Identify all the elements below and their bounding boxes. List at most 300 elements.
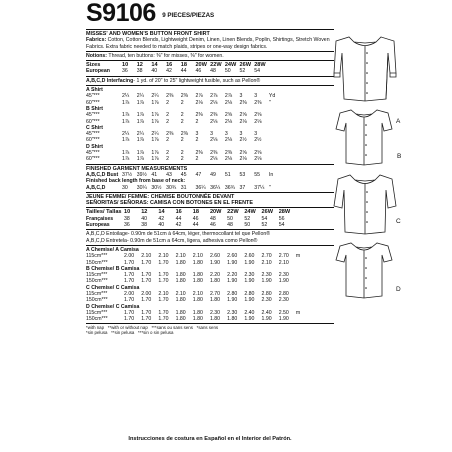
table-cell: 1.80 [175,297,186,304]
table-cell: 2.20 [227,272,238,279]
table-cell: 1.90 [227,278,238,285]
table-cell: 1.70 [158,309,169,316]
table-cell: 1⅞ [151,150,159,157]
row-label: 45"*** [86,150,100,157]
table-cell: 2.40 [261,309,272,316]
table-cell: 2 [180,99,184,106]
table-cell: 2.10 [278,259,289,266]
table-cell: 1.80 [175,278,186,285]
back-length-row [86,185,334,191]
table-cell: 2⅛ [239,156,247,163]
tailles-label: Tailles/ Tallas [86,209,122,216]
table-cell: 2⅛ [210,137,218,144]
entoilage-text: A,B,C,D Entoilage- 0.90m de 51cm à 64cm, léger, thermocollant tel que Pellon® [86,231,271,238]
interfacing-paragraph [86,78,334,84]
size-cell: 22W [227,209,239,216]
table-cell: 1⅞ [122,137,130,144]
size-cell: 26W [261,209,274,216]
table-cell: 2⅜ [254,99,262,106]
size-cell: 52 [261,222,268,229]
table-cell: 2½ [239,137,247,144]
size-cell: 46 [209,222,216,229]
table-cell: 2⅝ [239,112,247,119]
size-cell: 48 [210,68,216,75]
section-heading: D Shirt [86,143,104,150]
table-cell: 3 [224,131,228,138]
table-cell: 2⅜ [180,93,188,100]
table-cell: 2.10 [175,253,186,260]
size-cell: 18 [180,62,187,69]
table-cell: 2.70 [209,290,221,297]
length-cell: 31 [180,184,187,191]
bust-cell: 49 [210,171,216,178]
finished-title: FINISHED GARMENT MEASUREMENTS [86,165,188,172]
table-cell: 2.70 [278,253,289,260]
size-cell: 44 [192,222,199,229]
table-cell: 2¼ [136,93,144,100]
section-heading: C Chemise/ C Camisa [86,284,140,291]
table-cell: 2.20 [209,272,221,279]
table-cell: 2 [180,137,184,144]
table-cell: 1.80 [209,297,221,304]
size-cell: 18 [192,209,199,216]
unit-cell: m [295,253,301,260]
size-cell: 50 [227,215,233,222]
size-cell: 40 [158,222,165,229]
table-cell: 1.80 [192,272,203,279]
size-cell: 36 [124,222,130,229]
table-cell: 2⅛ [195,99,203,106]
table-cell: 1.90 [261,316,272,323]
unit-cell: m [295,309,301,316]
table-cell: 1⅞ [136,137,144,144]
table-row [86,297,334,303]
divider [86,245,334,246]
section-heading: A Shirt [86,87,103,94]
table-cell: 2.10 [141,253,152,260]
table-cell: 1.70 [124,297,135,304]
spanish-title-2: SEÑORITAS/ SEÑORAS: CAMISA CON BOTONES EN EL FRENTE [86,200,253,207]
spanish-title-1: JEUNE FEMME/ FEMME: CHEMISE BOUTONNÉE DEVANT [86,193,235,200]
francaises-label: Françaises [86,215,114,222]
unit-cell [269,119,284,125]
bust-cell: 37½ [122,171,133,178]
table-cell: 3 [239,93,243,100]
size-cell: 22W [210,62,222,69]
table-cell: 1.90 [278,278,289,285]
bust-cell: 45 [180,171,187,178]
table-cell: 2⅛ [224,99,233,106]
table-cell: 2⅝ [224,112,233,119]
table-cell: 2 [166,118,169,125]
bust-unit: In [268,171,274,178]
divider [86,51,334,52]
unit-cell [296,260,308,266]
row-label: 115cm*** [86,253,108,260]
table-cell: 1.80 [192,297,203,304]
table-cell: 3 [210,131,214,138]
length-cell: 36¼ [195,184,206,191]
table-cell: 2.60 [227,253,238,260]
table-cell: 1.70 [141,297,152,304]
size-cell: 36 [122,68,128,75]
table-cell: 1⅞ [122,150,130,157]
footnotes [86,325,334,335]
table-cell: 2 [195,118,199,125]
table-row [86,278,334,284]
shirt-sketch-c [330,172,400,236]
table-cell: 1.70 [141,278,152,285]
table-cell: 1⅞ [136,112,144,119]
row-label: 60"*** [86,156,100,163]
table-cell: 1⅞ [136,156,144,163]
footnote: *with nap [86,325,105,331]
size-cell: 52 [244,215,251,222]
unit-cell: Yd [268,93,276,100]
size-cell: 54 [261,215,268,222]
table-cell: 1.70 [158,278,169,285]
table-cell: 2⅜ [195,112,203,119]
size-cell: 12 [136,62,143,69]
table-cell: 1.80 [175,272,186,279]
interfacing-label: A,B,C,D Interfacing [86,77,134,84]
table-row [86,316,334,322]
fabrics-label: Fabrics: [86,37,107,44]
row-label: 60"*** [86,118,100,125]
abcd-label: A,B,C,D [86,184,106,191]
table-cell: 1⅞ [151,156,159,163]
section-heading: A Chemise/ A Camisa [86,246,139,253]
table-cell: 2⅛ [210,156,218,163]
length-cell: 30½ [151,184,162,191]
size-cell: 52 [239,68,246,75]
table-cell: 2⅛ [239,118,247,125]
table-cell: 2.30 [261,297,272,304]
table-cell: 2.00 [124,290,135,297]
table-cell: 2.40 [244,309,255,316]
european-label: European [86,68,110,75]
table-cell: 2¼ [151,131,159,138]
bust-label: A,B,C,D Bust [86,171,119,178]
bust-cell: 43 [166,171,172,178]
table-cell: 2¼ [122,93,130,100]
row-label: 150cm*** [86,278,108,285]
length-cell: 30¾ [166,184,177,191]
table-cell: 2⅞ [210,93,218,100]
size-cell: 16 [175,209,182,216]
size-cell: 48 [227,222,233,229]
table-cell: 2.80 [261,290,272,297]
table-cell: 2 [180,118,184,125]
table-cell: 2.70 [261,253,272,260]
table-cell: 1.80 [175,259,186,266]
unit-cell [269,156,284,162]
english-yardage-table [86,87,334,163]
table-cell: 1⅞ [151,118,159,125]
table-cell: 2⅛ [254,118,262,125]
table-cell: 2⅜ [166,131,174,138]
table-cell: 1.80 [192,259,203,266]
table-cell: 1⅞ [151,99,159,106]
sketch-label-c: C [396,218,401,225]
table-cell: 2⅜ [180,131,188,138]
divider [86,76,334,77]
back-length-label: Finished back length from base of neck: [86,178,186,185]
table-cell: 2⅝ [254,112,262,119]
pieces-count: 9 PIECES/PIEZAS [162,12,215,19]
divider [86,192,334,193]
size-cell: 10 [122,62,129,69]
table-cell: 1⅞ [136,118,144,125]
table-row [86,260,334,266]
footnote: **sin pelusa [111,330,135,336]
table-cell: 2 [180,156,184,163]
table-cell: 2.30 [278,272,289,279]
table-cell: 2.60 [244,253,255,260]
table-cell: 1.80 [175,316,186,323]
table-cell: 2¼ [151,93,159,100]
table-cell: 2.80 [244,290,255,297]
section-heading: B Shirt [86,105,104,112]
table-cell: 2⅝ [239,150,247,157]
table-cell: 2⅞ [224,93,233,100]
size-cell: 12 [141,209,148,216]
table-row [86,156,334,162]
divider [86,60,334,61]
row-label: 45"*** [86,112,100,119]
size-cell: 10 [124,209,131,216]
table-cell: 2.30 [278,297,289,304]
size-cell: 24W [224,62,237,69]
unit-cell: " [268,99,271,106]
table-cell: 1.70 [141,272,152,279]
size-cell: 28W [278,209,291,216]
size-cell: 24W [244,209,256,216]
table-cell: 2⅛ [254,156,262,163]
europeas-row [86,222,334,228]
size-cell: 42 [158,215,165,222]
table-cell: 1.80 [192,309,203,316]
table-cell: 1.70 [158,316,169,323]
divider [86,207,334,208]
table-cell: 3 [195,131,199,138]
table-cell: 1.70 [158,297,169,304]
notions-label: Notions: [86,52,108,59]
table-cell: 1.70 [124,259,135,266]
sketch-label-d: D [396,286,401,293]
table-cell: 2⅜ [210,150,218,157]
size-cell: 42 [166,68,172,75]
table-cell: 3 [254,93,258,100]
shirt-sketch-d [332,240,396,300]
size-cell: 46 [195,68,202,75]
pattern-header [86,1,214,26]
table-cell: 1.70 [141,316,152,323]
size-cell: 48 [209,215,216,222]
table-cell: 2 [195,137,199,144]
table-cell: 2⅛ [210,99,218,106]
size-cell: 42 [175,222,182,229]
table-cell: 2.50 [278,309,289,316]
table-cell: 2½ [254,137,262,144]
fabrics-text: Cotton, Cotton Blends, Lightweight Denim, Linen, Linen Blends, Poplin, Shirtings, Stretch Woven Fabrics. Extra fabric needed to match plaids, stripes or one-way design fabrics. [86,37,330,50]
european-row [86,68,334,74]
table-cell: 1⅞ [136,150,144,157]
bust-cell: 53 [239,171,246,178]
size-cell: 38 [124,215,130,222]
table-cell: 2.30 [244,272,255,279]
table-cell: 3 [239,131,243,138]
bust-cell: 51 [224,171,231,178]
row-label: 45"*** [86,131,100,138]
size-cell: 50 [244,222,251,229]
size-cell: 40 [141,215,147,222]
divider [86,323,334,324]
table-cell: 1.70 [124,278,135,285]
table-cell: 1.80 [209,278,221,285]
bust-cell: 41 [151,171,158,178]
table-cell: 2 [166,156,169,163]
table-cell: 2 [166,150,169,157]
table-cell: 3 [254,131,258,138]
size-cell: 50 [224,68,231,75]
section-heading: C Shirt [86,124,104,131]
unit-cell [296,316,308,322]
table-cell: 1.70 [141,309,152,316]
row-label: 115cm*** [86,309,108,316]
length-cell: 36¾ [224,184,235,191]
table-cell: 1.70 [141,259,152,266]
divider [86,85,334,86]
row-label: 60"*** [86,137,100,144]
table-cell: 1.80 [175,309,186,316]
length-cell: 37¼ [254,184,265,191]
bust-cell: 47 [195,171,202,178]
row-label: 115cm*** [86,290,108,297]
sketch-label-a: A [396,118,401,125]
spanish-yardage-table [86,247,334,323]
table-cell: 1⅞ [122,118,130,125]
length-cell: 30¼ [136,184,147,191]
table-cell: 2.10 [158,290,169,297]
table-cell: 1⅞ [136,99,144,106]
table-cell: 1.70 [124,272,135,279]
table-cell: 1.90 [244,259,255,266]
sketch-label-b: B [397,153,402,160]
table-cell: 1.70 [124,309,135,316]
length-cell: 37 [239,184,246,191]
size-cell: 40 [151,68,158,75]
table-cell: 2.00 [124,253,135,260]
table-cell: 2⅛ [224,156,233,163]
table-cell: 1⅞ [122,112,130,119]
table-cell: 1.80 [227,316,238,323]
footnote: *sin pelusa [86,330,108,336]
entretela-text: A,B,C,D Entretela- 0.90m de 51cm a 64cm, ligera, adhesiva como Pellon® [86,237,258,244]
notions-paragraph [86,53,334,59]
size-cell: 38 [141,222,147,229]
table-cell: 1.90 [227,297,238,304]
table-cell: 2.30 [227,309,238,316]
instructions-note: Instrucciones de costura en Español en el Interior del Patrón. [128,436,292,442]
length-cell: 30 [122,184,128,191]
table-cell: 1.80 [192,316,203,323]
table-cell: 1⅞ [122,156,130,163]
table-cell: 1.70 [158,272,169,279]
table-cell: 2.10 [192,290,203,297]
table-cell: 2.30 [209,309,221,316]
size-cell: 54 [254,68,260,75]
table-cell: 2.10 [192,253,203,260]
footnote: **with or without nap [107,325,148,331]
notions-text: Thread, ten buttons: ⅜" for misses, ⅜" for women. [108,52,224,59]
table-cell: 1.90 [261,278,272,285]
interfacing-text: - 1 yd. of 20" to 25" lightweight fusible, such as Pellon® [133,77,261,84]
length-unit: " [268,184,271,191]
table-cell: 1.80 [209,316,221,323]
table-cell: 2⅜ [224,150,233,157]
europeas-label: Europeas [86,222,110,229]
table-cell: 2⅜ [239,99,247,106]
table-cell: 2.80 [278,290,289,297]
section-heading: D Chemise/ C Camisa [86,303,140,310]
table-cell: 2⅜ [195,150,203,157]
size-cell: 20W [195,62,207,69]
table-cell: 2 [195,156,199,163]
unit-cell [269,137,284,143]
table-cell: 2¼ [122,131,130,138]
size-cell: 56 [278,215,285,222]
table-cell: 1⅞ [151,112,159,119]
table-cell: 2.10 [261,259,272,266]
size-cell: 28W [254,62,266,69]
table-cell: 2.00 [141,290,152,297]
table-cell: 2.60 [209,253,221,260]
sizes-label: Sizes [86,62,101,69]
bust-cell: 39½ [136,171,147,178]
divider [86,164,334,165]
size-cell: 20W [209,209,222,216]
shirt-sketch-b [332,107,396,167]
table-cell: 1⅞ [151,137,159,144]
table-cell: 2 [180,112,184,119]
table-cell: 1.90 [244,297,255,304]
row-label: 150cm*** [86,259,108,266]
footnote: ***sans ou sans sens [151,325,193,331]
row-label: 150cm*** [86,297,108,304]
table-cell: 1.70 [124,316,135,323]
table-cell: 2.10 [158,253,169,260]
table-cell: 1.80 [192,278,203,285]
table-cell: 1.90 [244,316,255,323]
table-cell: 1.90 [209,259,221,266]
row-label: 115cm*** [86,272,108,279]
size-cell: 44 [175,215,182,222]
english-title: MISSES' AND WOMEN'S BUTTON FRONT SHIRT [86,31,210,37]
english-section [86,28,334,335]
size-cell: 26W [239,62,252,69]
size-cell: 44 [180,68,187,75]
unit-cell [296,278,308,284]
row-label: 60"*** [86,99,100,106]
bust-cell: 55 [254,171,260,178]
table-cell: 2⅞ [195,93,203,100]
table-cell: 2⅛ [224,118,233,125]
table-cell: 2⅜ [210,112,218,119]
table-cell: 2¼ [136,131,144,138]
table-cell: 2⅝ [254,150,262,157]
shirt-sketch-a [330,33,400,105]
